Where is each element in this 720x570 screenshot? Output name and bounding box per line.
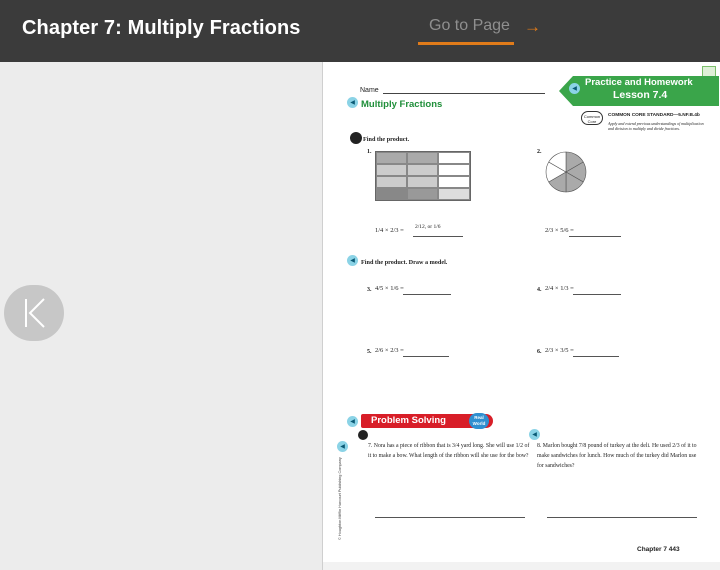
answer-line[interactable] [403,356,449,357]
copyright-credit: © Houghton Mifflin Harcourt Publishing Company [338,457,342,540]
problem-2-number: 2. [537,149,542,155]
audio-icon[interactable]: ◀ [347,97,358,108]
answer-line[interactable] [375,517,525,518]
instruction-icon [358,430,368,440]
previous-page-button[interactable] [4,285,64,341]
audio-icon[interactable]: ◀ [569,83,580,94]
area-model-grid [375,151,471,201]
chapter-title: Chapter 7: Multiply Fractions [22,17,301,39]
answer-line[interactable] [413,236,463,237]
circle-model [545,151,587,193]
problem-6-expression: 2/3 × 3/5 = [545,347,574,354]
audio-icon[interactable]: ◀ [529,429,540,440]
instruction-icon [350,132,362,144]
common-core-badge: Common Core [581,111,603,125]
instruction-1: Find the product. [363,136,410,143]
problem-6-number: 6. [537,349,542,355]
banner-line-1: Practice and Homework [585,77,693,88]
answer-line[interactable] [547,517,697,518]
top-bar [0,0,720,62]
answer-line[interactable] [569,236,621,237]
cc-standard: COMMON CORE STANDARD—5.NF.B.4b [608,113,700,118]
word-problem-8: 8. Marlon bought 7/8 pound of turkey at the deli. He used 2/3 of it to make sandwiches for lunch. How much of the turkey did Marlon use for sandwiches? [537,443,697,469]
problem-1-expression: 1/4 × 2/3 = [375,227,404,234]
name-line[interactable] [383,93,545,94]
problem-5-expression: 2/6 × 2/3 = [375,347,404,354]
word-problem-7: 7. Nora has a piece of ribbon that is 3/4 yard long. She will use 1/2 of it to make a bow. What length of the ribbon will she use for the bow? [368,443,530,459]
problem-5-number: 5. [367,349,372,355]
answer-line[interactable] [573,294,621,295]
banner-line-2: Lesson 7.4 [613,89,668,101]
go-to-page-label: Go to Page [429,17,510,34]
audio-icon[interactable]: ◀ [337,441,348,452]
problem-2-expression: 2/3 × 5/6 = [545,227,574,234]
real-world-badge: Real World [469,413,489,429]
problem-3-expression: 4/5 × 1/6 = [375,285,404,292]
page-bottom-edge [323,562,720,570]
arrow-right-icon: → [524,17,541,36]
page-footer: Chapter 7 443 [637,546,680,553]
problem-1-answer: 2/12, or 1/6 [415,224,441,230]
answer-line[interactable] [573,356,619,357]
worksheet-page [322,62,720,570]
lesson-title: Multiply Fractions [361,99,443,110]
go-to-page-button[interactable] [418,14,541,45]
problem-1-number: 1. [367,149,372,155]
answer-line[interactable] [403,294,451,295]
problem-4-number: 4. [537,287,542,293]
chevron-left-icon [24,298,46,328]
audio-icon[interactable]: ◀ [347,416,358,427]
audio-icon[interactable]: ◀ [347,255,358,266]
instruction-2: Find the product. Draw a model. [361,259,448,266]
problem-solving-label: Problem Solving [371,415,446,426]
name-label: Name [360,87,379,94]
problem-3-number: 3. [367,287,372,293]
problem-4-expression: 2/4 × 1/3 = [545,285,574,292]
cc-description: Apply and extend previous understandings of multiplication and division to multiply and divide fractions. [608,121,704,131]
